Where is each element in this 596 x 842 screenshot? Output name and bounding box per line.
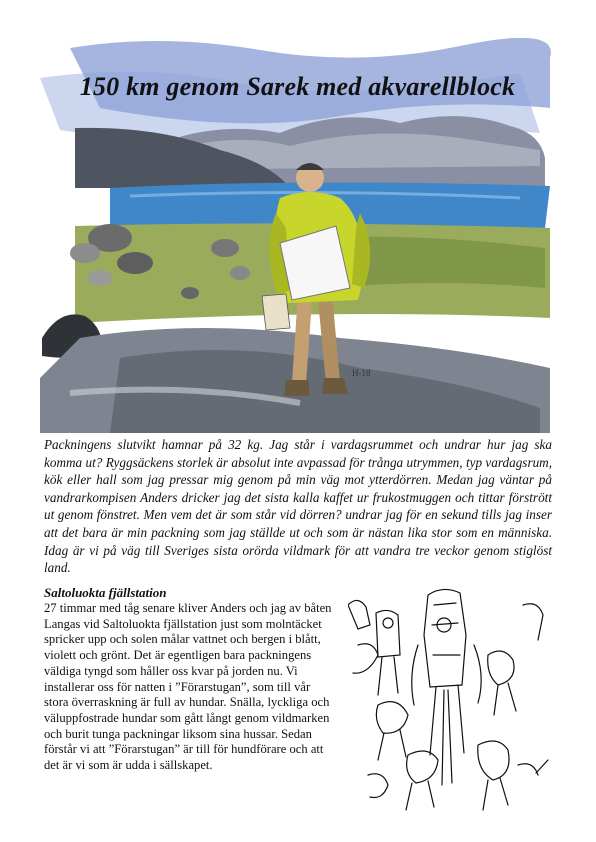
- svg-text:H-18: H-18: [352, 368, 371, 378]
- article-title: 150 km genom Sarek med akvarellblock: [79, 72, 516, 101]
- section-title: Saltoluokta fjällstation: [44, 585, 167, 600]
- ink-sketch-dogs-illustration: [348, 585, 558, 825]
- section-body: 27 timmar med tåg senare kliver Anders och jag av båten Langas vid Saltoluokta fjällstation just som molntäcket spricker upp och solen målar vattnet och bergen i blått, violett och grönt. Det är egentligen bara packningens väldiga tyngd som håller oss kvar på jorden nu. Vi installerar oss för natten i ”Förarstugan”, som till vår stora överraskning är full av hundar. Snälla, lyckliga och väluppfostrade hundar som gått långt genom vildmarken och burit tunga packningar liksom sina hussar. Sedan förstår vi att ”Förarstugan” är till för hundförare och att det är vi som är udda i sällskapet.: [44, 601, 332, 773]
- intro-paragraph: Packningens slutvikt hamnar på 32 kg. Jag står i vardagsrummet och undrar hur jag ska komma ut? Ryggsäckens storlek är absolut inte avpassad för trånga utrymmen, typ vardagsrum, kök eller hall som jag pressar mig genom på min väg mot ytterdörren. Medan jag väntar på vandrarkompisen Anders dricker jag det sista kalla kaffet ur frukostmuggen och tittar förstrött ut genom fönstret. Men vem det är som står vid dörren? undrar jag för en sekund tills jag inser att det bara är min packning som jag ställde ut och som är nästan lika stor som en människa. Idag är vi på väg till Sveriges sista orörda vildmark för att vandra tre veckor genom stiglöst land.: [44, 437, 552, 576]
